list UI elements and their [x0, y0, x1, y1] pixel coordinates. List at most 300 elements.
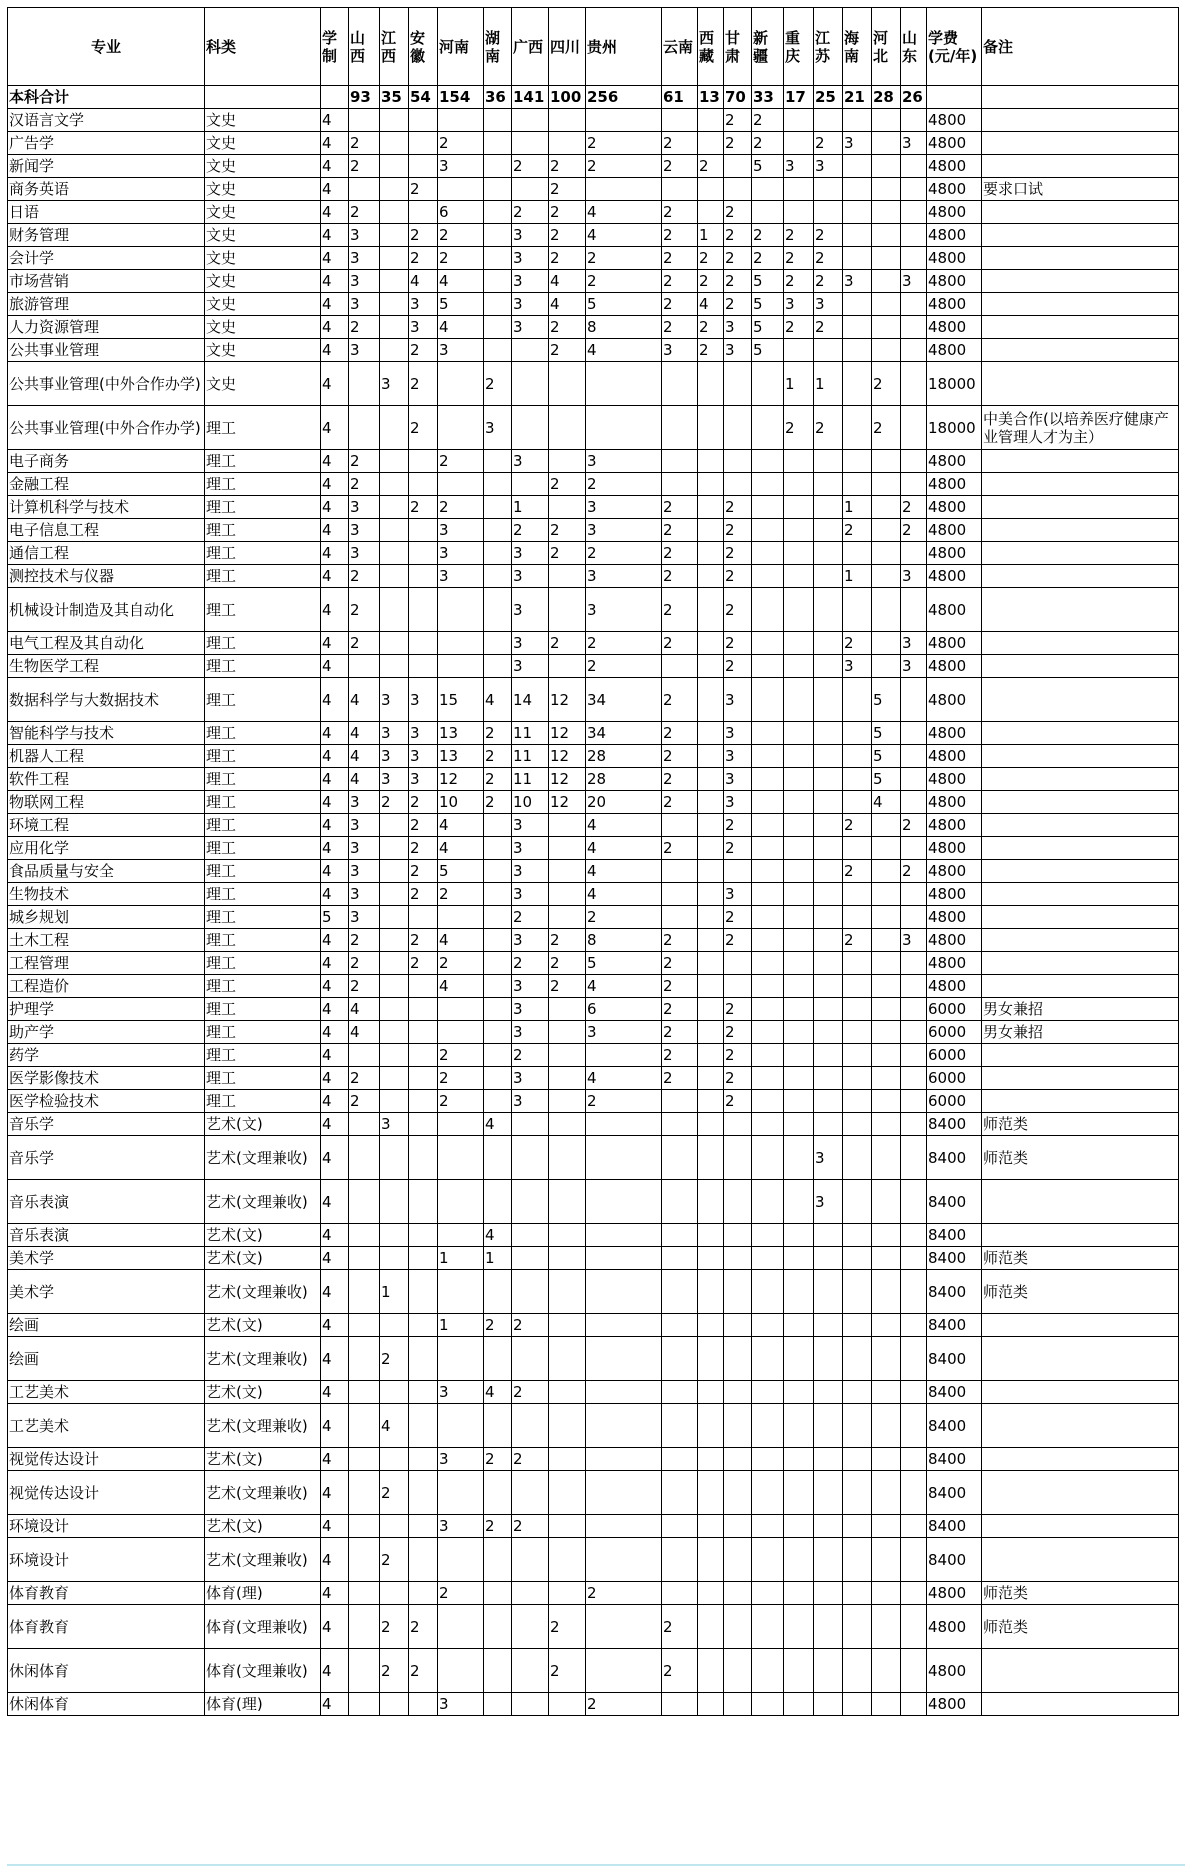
- table-cell: 15: [438, 678, 484, 722]
- table-cell: [512, 1224, 549, 1247]
- table-cell: [724, 1113, 752, 1136]
- table-cell: [549, 1021, 586, 1044]
- table-cell: [662, 1247, 698, 1270]
- table-cell: [484, 1538, 512, 1582]
- table-cell: 28: [586, 745, 662, 768]
- column-header: 河南: [438, 8, 484, 86]
- table-cell: 2: [662, 1067, 698, 1090]
- category-cell: 理工: [205, 998, 321, 1021]
- table-cell: [409, 1693, 438, 1716]
- table-cell: 2: [724, 1044, 752, 1067]
- table-cell: [843, 1314, 872, 1337]
- table-cell: [549, 655, 586, 678]
- table-cell: 3: [843, 132, 872, 155]
- table-cell: [409, 1113, 438, 1136]
- table-cell: [484, 339, 512, 362]
- table-cell: [814, 906, 843, 929]
- major-cell: 测控技术与仪器: [8, 565, 205, 588]
- table-cell: 师范类: [982, 1605, 1179, 1649]
- table-cell: [380, 929, 409, 952]
- table-cell: [814, 1113, 843, 1136]
- category-cell: 艺术(文理兼收): [205, 1538, 321, 1582]
- table-cell: 3: [349, 247, 380, 270]
- table-cell: 2: [512, 1515, 549, 1538]
- table-cell: 1: [814, 362, 843, 406]
- table-cell: [662, 362, 698, 406]
- table-cell: 3: [438, 519, 484, 542]
- table-cell: [784, 1270, 814, 1314]
- table-cell: [843, 998, 872, 1021]
- category-cell: 理工: [205, 542, 321, 565]
- table-cell: [512, 362, 549, 406]
- table-cell: [982, 906, 1179, 929]
- table-cell: [662, 1693, 698, 1716]
- table-cell: [549, 1404, 586, 1448]
- table-cell: [380, 109, 409, 132]
- table-cell: 1: [380, 1270, 409, 1314]
- category-cell: 艺术(文理兼收): [205, 1270, 321, 1314]
- table-cell: [698, 565, 724, 588]
- table-cell: [662, 1136, 698, 1180]
- table-cell: 2: [549, 975, 586, 998]
- table-cell: 4800: [927, 745, 982, 768]
- table-cell: 4: [321, 1136, 349, 1180]
- category-cell: 理工: [205, 565, 321, 588]
- major-cell: 药学: [8, 1044, 205, 1067]
- table-cell: [549, 1113, 586, 1136]
- table-cell: [814, 655, 843, 678]
- table-cell: 8400: [927, 1471, 982, 1515]
- table-cell: 4: [349, 998, 380, 1021]
- table-cell: 2: [814, 270, 843, 293]
- table-cell: [724, 975, 752, 998]
- table-cell: [512, 132, 549, 155]
- table-cell: [698, 1090, 724, 1113]
- table-cell: [982, 1538, 1179, 1582]
- table-cell: 4: [438, 837, 484, 860]
- table-cell: [662, 1113, 698, 1136]
- table-cell: [549, 1270, 586, 1314]
- table-cell: [872, 473, 901, 496]
- table-cell: 3: [349, 837, 380, 860]
- table-cell: 3: [512, 1067, 549, 1090]
- table-cell: [784, 473, 814, 496]
- table-cell: 3: [512, 975, 549, 998]
- table-cell: [549, 883, 586, 906]
- table-cell: 2: [724, 109, 752, 132]
- table-cell: 4: [586, 975, 662, 998]
- table-cell: [724, 155, 752, 178]
- major-cell: 助产学: [8, 1021, 205, 1044]
- column-header: 学费(元/年): [927, 8, 982, 86]
- table-cell: [814, 519, 843, 542]
- table-cell: 1: [843, 565, 872, 588]
- major-cell: 生物医学工程: [8, 655, 205, 678]
- table-cell: [662, 1538, 698, 1582]
- table-cell: [724, 860, 752, 883]
- table-cell: 2: [662, 224, 698, 247]
- table-cell: [409, 1448, 438, 1471]
- table-cell: 4800: [927, 678, 982, 722]
- table-row: [8, 678, 1179, 722]
- table-cell: [843, 1224, 872, 1247]
- table-cell: [698, 1538, 724, 1582]
- table-cell: [438, 1224, 484, 1247]
- table-cell: [872, 109, 901, 132]
- table-cell: [982, 1381, 1179, 1404]
- table-cell: [843, 1270, 872, 1314]
- total-cell: [982, 86, 1179, 109]
- table-cell: 4: [321, 1337, 349, 1381]
- table-cell: [549, 860, 586, 883]
- table-cell: [784, 837, 814, 860]
- major-cell: 软件工程: [8, 768, 205, 791]
- table-cell: 5: [321, 906, 349, 929]
- table-cell: [698, 132, 724, 155]
- table-cell: [380, 542, 409, 565]
- table-cell: [349, 1180, 380, 1224]
- table-cell: 2: [784, 316, 814, 339]
- table-cell: [409, 1021, 438, 1044]
- table-cell: 8: [586, 316, 662, 339]
- table-cell: [752, 1649, 784, 1693]
- table-cell: [409, 1224, 438, 1247]
- table-cell: [586, 1649, 662, 1693]
- table-cell: [901, 1224, 927, 1247]
- table-cell: [698, 1582, 724, 1605]
- table-cell: [872, 632, 901, 655]
- category-cell: 体育(文理兼收): [205, 1605, 321, 1649]
- table-cell: [484, 1067, 512, 1090]
- table-cell: [843, 837, 872, 860]
- table-cell: [901, 791, 927, 814]
- table-cell: [380, 1067, 409, 1090]
- major-cell: 环境设计: [8, 1538, 205, 1582]
- table-cell: [409, 975, 438, 998]
- table-cell: 2: [549, 178, 586, 201]
- table-cell: [872, 952, 901, 975]
- table-cell: 4: [484, 1113, 512, 1136]
- major-cell: 广告学: [8, 132, 205, 155]
- table-cell: [484, 837, 512, 860]
- table-cell: 2: [438, 132, 484, 155]
- table-cell: 4: [409, 270, 438, 293]
- table-cell: [484, 450, 512, 473]
- table-cell: [698, 450, 724, 473]
- major-cell: 人力资源管理: [8, 316, 205, 339]
- table-cell: [784, 1538, 814, 1582]
- table-cell: [438, 178, 484, 201]
- table-row: [8, 588, 1179, 632]
- table-cell: [784, 1247, 814, 1270]
- table-cell: 34: [586, 678, 662, 722]
- table-cell: [901, 768, 927, 791]
- table-cell: [814, 178, 843, 201]
- table-cell: [484, 178, 512, 201]
- table-cell: [784, 1090, 814, 1113]
- table-cell: [409, 1136, 438, 1180]
- table-cell: 2: [724, 1067, 752, 1090]
- table-cell: [901, 473, 927, 496]
- table-cell: [843, 1090, 872, 1113]
- table-cell: [512, 1404, 549, 1448]
- table-cell: [872, 1314, 901, 1337]
- table-cell: 2: [380, 1649, 409, 1693]
- table-cell: [752, 745, 784, 768]
- table-cell: [814, 473, 843, 496]
- table-cell: [698, 768, 724, 791]
- table-cell: 6: [438, 201, 484, 224]
- table-row: [8, 1649, 1179, 1693]
- table-cell: [843, 1605, 872, 1649]
- table-cell: 2: [752, 224, 784, 247]
- table-cell: 2: [349, 132, 380, 155]
- table-cell: [698, 473, 724, 496]
- column-header: 山东: [901, 8, 927, 86]
- table-cell: [586, 1247, 662, 1270]
- table-cell: 4: [321, 1605, 349, 1649]
- table-cell: [438, 1538, 484, 1582]
- category-cell: 艺术(文): [205, 1381, 321, 1404]
- table-cell: [349, 1605, 380, 1649]
- table-cell: [724, 1247, 752, 1270]
- table-cell: 2: [662, 542, 698, 565]
- table-cell: [843, 722, 872, 745]
- table-cell: [901, 837, 927, 860]
- table-cell: [549, 1224, 586, 1247]
- table-cell: [814, 678, 843, 722]
- table-cell: [698, 722, 724, 745]
- table-cell: [784, 883, 814, 906]
- table-cell: 4: [586, 339, 662, 362]
- table-cell: [814, 450, 843, 473]
- table-cell: 3: [662, 339, 698, 362]
- table-cell: 3: [349, 542, 380, 565]
- table-cell: 2: [438, 1067, 484, 1090]
- table-cell: 4: [438, 975, 484, 998]
- table-cell: 4800: [927, 109, 982, 132]
- category-cell: 理工: [205, 519, 321, 542]
- table-cell: [843, 406, 872, 450]
- table-cell: 2: [662, 247, 698, 270]
- table-cell: [380, 406, 409, 450]
- table-cell: [814, 632, 843, 655]
- table-cell: 4: [321, 588, 349, 632]
- table-cell: [982, 496, 1179, 519]
- table-cell: [698, 1180, 724, 1224]
- table-cell: 2: [784, 247, 814, 270]
- major-cell: 护理学: [8, 998, 205, 1021]
- table-cell: [484, 224, 512, 247]
- table-cell: [409, 542, 438, 565]
- table-cell: 4800: [927, 132, 982, 155]
- table-cell: [512, 109, 549, 132]
- table-cell: [484, 316, 512, 339]
- table-cell: [409, 565, 438, 588]
- table-cell: 2: [662, 632, 698, 655]
- table-cell: 2: [586, 1582, 662, 1605]
- table-cell: [549, 565, 586, 588]
- table-cell: 2: [662, 745, 698, 768]
- table-cell: [872, 1090, 901, 1113]
- table-cell: [843, 1381, 872, 1404]
- enrollment-plan-table-container: [7, 7, 1178, 1855]
- table-cell: [724, 1538, 752, 1582]
- table-cell: 4800: [927, 906, 982, 929]
- table-cell: [843, 768, 872, 791]
- table-cell: [843, 339, 872, 362]
- table-cell: [784, 906, 814, 929]
- table-cell: [438, 632, 484, 655]
- table-cell: [982, 1448, 1179, 1471]
- table-cell: 10: [512, 791, 549, 814]
- column-header: 西藏: [698, 8, 724, 86]
- table-cell: 6000: [927, 1090, 982, 1113]
- table-row: [8, 1090, 1179, 1113]
- table-cell: 4: [380, 1404, 409, 1448]
- table-cell: [724, 1582, 752, 1605]
- table-cell: 8400: [927, 1224, 982, 1247]
- table-cell: 2: [662, 1649, 698, 1693]
- table-cell: [843, 155, 872, 178]
- table-cell: 2: [512, 1044, 549, 1067]
- table-cell: [380, 906, 409, 929]
- table-cell: 8400: [927, 1381, 982, 1404]
- table-cell: [698, 678, 724, 722]
- table-cell: 3: [512, 998, 549, 1021]
- table-cell: 8400: [927, 1270, 982, 1314]
- table-cell: 2: [549, 632, 586, 655]
- table-cell: [409, 1404, 438, 1448]
- table-cell: [982, 1404, 1179, 1448]
- table-cell: [982, 155, 1179, 178]
- table-header: [8, 8, 1179, 86]
- table-cell: [724, 1404, 752, 1448]
- table-cell: [549, 1582, 586, 1605]
- table-cell: [698, 837, 724, 860]
- table-cell: 3: [438, 1381, 484, 1404]
- table-cell: 4: [321, 883, 349, 906]
- table-cell: 2: [586, 132, 662, 155]
- total-cell: 35: [380, 86, 409, 109]
- table-cell: 2: [724, 906, 752, 929]
- column-header: 四川: [549, 8, 586, 86]
- table-cell: 4: [349, 1021, 380, 1044]
- table-cell: [698, 1113, 724, 1136]
- table-cell: 3: [438, 1515, 484, 1538]
- table-cell: [752, 860, 784, 883]
- table-cell: 4: [321, 1448, 349, 1471]
- table-cell: [586, 1044, 662, 1067]
- table-cell: 4800: [927, 224, 982, 247]
- table-cell: 3: [349, 293, 380, 316]
- table-cell: 2: [586, 906, 662, 929]
- table-cell: [843, 975, 872, 998]
- table-cell: 2: [724, 565, 752, 588]
- table-cell: [814, 1515, 843, 1538]
- table-cell: [872, 1067, 901, 1090]
- table-cell: [814, 883, 843, 906]
- table-row: [8, 247, 1179, 270]
- major-cell: 工艺美术: [8, 1404, 205, 1448]
- table-cell: [586, 1515, 662, 1538]
- table-row: [8, 1381, 1179, 1404]
- table-cell: [484, 1136, 512, 1180]
- category-cell: 理工: [205, 1021, 321, 1044]
- table-cell: [872, 1136, 901, 1180]
- table-cell: 4: [586, 814, 662, 837]
- table-cell: 2: [662, 496, 698, 519]
- category-cell: 理工: [205, 473, 321, 496]
- table-cell: 2: [349, 1067, 380, 1090]
- table-cell: [484, 1090, 512, 1113]
- table-cell: [752, 1605, 784, 1649]
- category-cell: 理工: [205, 860, 321, 883]
- table-cell: 3: [512, 860, 549, 883]
- category-cell: 文史: [205, 155, 321, 178]
- table-cell: 4: [349, 745, 380, 768]
- table-cell: 4: [321, 1471, 349, 1515]
- table-cell: 4800: [927, 860, 982, 883]
- table-cell: 8400: [927, 1538, 982, 1582]
- table-cell: 3: [438, 565, 484, 588]
- table-cell: 11: [512, 745, 549, 768]
- table-cell: [724, 1314, 752, 1337]
- table-cell: [872, 998, 901, 1021]
- table-cell: [662, 860, 698, 883]
- table-cell: [843, 1067, 872, 1090]
- table-cell: 3: [843, 270, 872, 293]
- table-cell: [724, 1515, 752, 1538]
- table-cell: [438, 1404, 484, 1448]
- table-cell: [349, 655, 380, 678]
- table-cell: [380, 814, 409, 837]
- table-cell: [784, 1404, 814, 1448]
- table-cell: [409, 1314, 438, 1337]
- table-cell: [982, 473, 1179, 496]
- table-cell: [349, 109, 380, 132]
- table-cell: 2: [662, 791, 698, 814]
- category-cell: 艺术(文理兼收): [205, 1404, 321, 1448]
- table-cell: [901, 1021, 927, 1044]
- table-cell: 2: [843, 632, 872, 655]
- table-cell: 4800: [927, 201, 982, 224]
- table-cell: [380, 1180, 409, 1224]
- table-cell: 2: [549, 929, 586, 952]
- table-cell: [409, 109, 438, 132]
- table-cell: [982, 1337, 1179, 1381]
- table-cell: 2: [586, 655, 662, 678]
- table-cell: 2: [484, 791, 512, 814]
- table-cell: 2: [901, 519, 927, 542]
- table-cell: [484, 565, 512, 588]
- table-cell: 4: [321, 293, 349, 316]
- table-cell: 2: [409, 952, 438, 975]
- table-cell: [484, 1649, 512, 1693]
- table-cell: [752, 722, 784, 745]
- table-cell: 12: [549, 678, 586, 722]
- table-cell: 4: [321, 768, 349, 791]
- table-cell: 10: [438, 791, 484, 814]
- table-cell: 3: [349, 906, 380, 929]
- table-cell: [872, 1448, 901, 1471]
- table-cell: [586, 1270, 662, 1314]
- table-row: [8, 1224, 1179, 1247]
- table-cell: [982, 247, 1179, 270]
- table-cell: 3: [349, 860, 380, 883]
- table-cell: [698, 1693, 724, 1716]
- table-cell: 2: [724, 655, 752, 678]
